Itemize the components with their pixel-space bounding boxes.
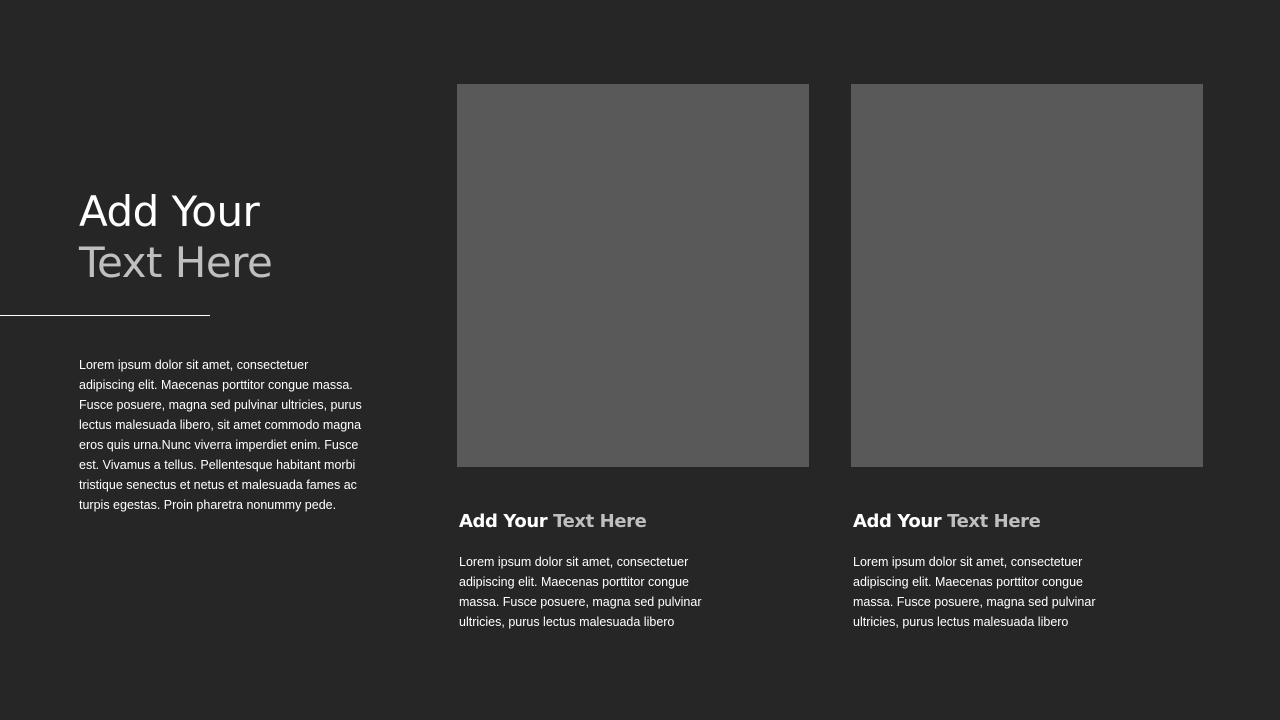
- card-1-text: Lorem ipsum dolor sit amet, consectetuer adipiscing elit. Maecenas porttitor congue massa. Fusce posuere, magna sed pulvinar ultricies, purus lectus malesuada libero: [459, 555, 702, 629]
- intro-paragraph: Lorem ipsum dolor sit amet, consectetuer adipiscing elit. Maecenas porttitor congue massa. Fusce posuere, magna sed pulvinar ultricies, purus lectus malesuada libero, sit amet commodo magna eros quis urna.Nunc viverra imperdiet enim. Fusce est. Vivamus a tellus. Pellentesque habitant morbi tristique senectus et netus et malesuada fames ac turpis egestas. Proin pharetra nonummy pede.: [79, 358, 362, 512]
- title-divider: [0, 315, 210, 316]
- image-placeholder-2[interactable]: [851, 84, 1203, 467]
- card-1-title-part-1: Add Your: [459, 511, 548, 532]
- page-title-line-1: Add Your: [79, 187, 260, 236]
- card-2-title-part-1: Add Your: [853, 511, 942, 532]
- card-1-title: [459, 509, 646, 535]
- card-1-title-part-2: Text Here: [553, 511, 647, 532]
- page-title-line-2: Text Here: [79, 238, 273, 287]
- card-2-title: [853, 509, 1040, 535]
- card-2-title-part-2: Text Here: [947, 511, 1041, 532]
- page-title: [79, 186, 272, 288]
- image-placeholder-1[interactable]: [457, 84, 809, 467]
- card-2-text: Lorem ipsum dolor sit amet, consectetuer adipiscing elit. Maecenas porttitor congue massa. Fusce posuere, magna sed pulvinar ultricies, purus lectus malesuada libero: [853, 555, 1096, 629]
